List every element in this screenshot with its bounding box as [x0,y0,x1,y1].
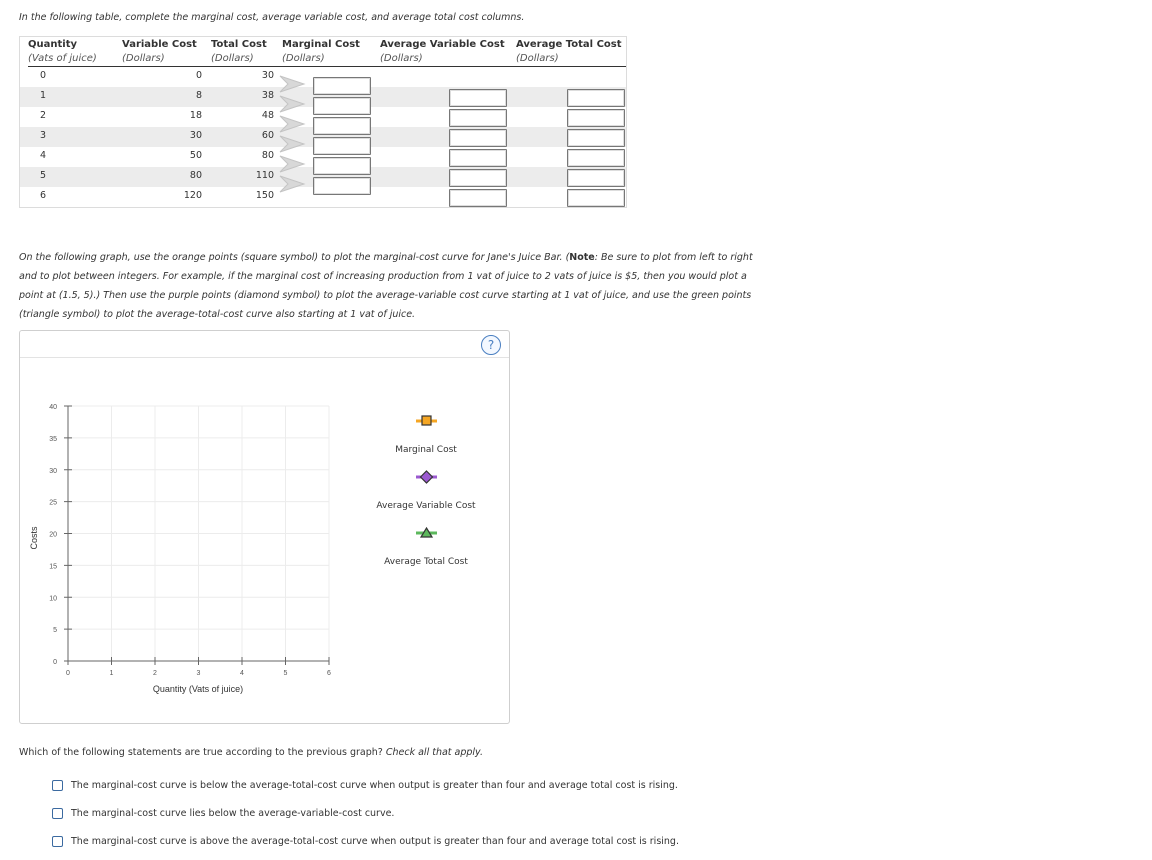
header-marginal-cost: Marginal Cost [282,39,360,50]
cell-variable-cost: 8 [195,90,202,101]
cell-quantity: 3 [40,130,47,141]
avg-variable-cost-input-4[interactable] [449,149,507,167]
x-tick-label: 3 [196,670,201,677]
cell-quantity: 6 [40,190,47,201]
avg-total-cost-input-3[interactable] [567,129,625,147]
avg-variable-cost-input-3[interactable] [449,129,507,147]
y-tick-label: 30 [49,467,57,475]
diamond-icon [421,471,433,483]
legend-marginal-cost: Marginal Cost [395,445,457,455]
cell-total-cost: 110 [255,170,274,181]
marginal-cost-input-5[interactable] [313,157,371,175]
cell-variable-cost: 30 [189,130,202,141]
arrow-right-icon [278,74,308,94]
y-tick-label: 5 [53,627,57,635]
statement-text: The marginal-cost curve lies below the average-variable-cost curve. [71,808,395,819]
cell-total-cost: 80 [261,150,274,161]
x-tick-label: 4 [240,670,244,677]
avg-total-cost-input-6[interactable] [567,189,625,207]
x-tick-label: 0 [66,670,70,677]
cell-quantity: 5 [40,170,47,181]
help-icon[interactable]: ? [481,335,501,355]
header-total-cost-unit: (Dollars) [211,53,254,64]
y-tick-label: 35 [49,435,57,443]
cell-total-cost: 38 [261,90,274,101]
y-axis-label: Costs [29,526,39,550]
header-quantity-unit: (Vats of juice) [28,53,97,64]
cell-quantity: 2 [40,110,47,121]
y-tick-label: 20 [49,531,57,539]
marginal-cost-input-1[interactable] [313,77,371,95]
avg-total-cost-input-5[interactable] [567,169,625,187]
avg-total-cost-input-4[interactable] [567,149,625,167]
table-instructions: In the following table, complete the marginal cost, average variable cost, and average total cost columns. [19,12,525,23]
cell-total-cost: 60 [261,130,274,141]
cell-variable-cost: 50 [189,150,202,161]
statement-option-1[interactable] [52,780,678,791]
header-quantity: Quantity [28,39,77,50]
y-tick-label: 40 [49,404,57,411]
header-variable-cost-unit: (Dollars) [122,53,165,64]
avg-total-cost-input-2[interactable] [567,109,625,127]
statement-text: The marginal-cost curve is below the average-total-cost curve when output is greater than four and average total cost is rising. [71,780,678,791]
question-prompt [19,747,483,758]
header-variable-cost: Variable Cost [122,39,197,50]
marginal-cost-input-2[interactable] [313,97,371,115]
y-tick-label: 15 [49,563,57,571]
plot-area[interactable] [20,357,509,723]
square-icon [422,416,431,425]
y-tick-label: 25 [49,499,57,507]
header-avg-variable-cost-unit: (Dollars) [380,53,423,64]
header-total-cost: Total Cost [211,39,267,50]
cell-quantity: 4 [40,150,47,161]
question-hint: Check all that apply. [385,747,483,758]
x-tick-label: 1 [109,670,114,677]
checkbox[interactable] [52,808,63,819]
avg-variable-cost-input-6[interactable] [449,189,507,207]
x-axis-label: Quantity (Vats of juice) [152,684,244,694]
y-tick-label: 10 [49,595,57,603]
graph-toolbar [20,331,509,358]
avg-variable-cost-tool[interactable] [416,471,437,483]
marginal-cost-input-6[interactable] [313,177,371,195]
marginal-cost-input-4[interactable] [313,137,371,155]
arrow-right-icon [278,114,308,134]
cell-total-cost: 48 [261,110,274,121]
legend-avg-variable-cost: Average Variable Cost [376,501,476,511]
avg-total-cost-input-1[interactable] [567,89,625,107]
cell-variable-cost: 0 [195,70,202,81]
graph-instructions [19,248,759,324]
instructions-note-label: Note [569,252,595,263]
cell-variable-cost: 120 [183,190,202,201]
question-text: Which of the following statements are true according to the previous graph? [19,747,386,758]
statement-text: The marginal-cost curve is above the average-total-cost curve when output is greater than four and average total cost is rising. [71,836,679,847]
header-avg-total-cost: Average Total Cost [516,39,622,50]
cell-total-cost: 30 [261,70,274,81]
avg-variable-cost-input-2[interactable] [449,109,507,127]
legend-avg-total-cost: Average Total Cost [384,557,468,567]
header-marginal-cost-unit: (Dollars) [282,53,325,64]
cell-total-cost: 150 [255,190,274,201]
instructions-part1: On the following graph, use the orange points (square symbol) to plot the marginal-cost curve for Jane's Juice Bar. ( [19,252,570,263]
avg-variable-cost-input-1[interactable] [449,89,507,107]
checkbox[interactable] [52,836,63,847]
arrow-right-icon [278,134,308,154]
cell-quantity: 1 [40,90,47,101]
statement-option-2[interactable] [52,808,394,819]
instructions-part2: : Be sure to plot from left to right and to plot between integers. For example, if the marginal cost of increasing production from 1 vat of juice to 2 vats of juice is $5, then you would plot a point at (1.5, 5).) Then use the purple points (diamond symbol) to plot the average-variable cost curve starting at 1 vat of juice, and use the green points (triangle symbol) to plot the average-total-cost curve also starting at 1 vat of juice. [19,252,753,320]
marginal-cost-input-3[interactable] [313,117,371,135]
header-avg-variable-cost: Average Variable Cost [380,39,505,50]
cell-quantity: 0 [40,70,47,81]
cell-variable-cost: 18 [189,110,202,121]
cost-table [19,36,627,208]
x-tick-label: 5 [283,670,288,677]
arrow-right-icon [278,154,308,174]
header-avg-total-cost-unit: (Dollars) [516,53,559,64]
cell-variable-cost: 80 [189,170,202,181]
arrow-right-icon [278,174,308,194]
marginal-cost-tool[interactable] [416,416,437,425]
avg-total-cost-tool[interactable] [416,528,437,537]
arrow-right-icon [278,94,308,114]
x-tick-label: 2 [153,670,157,677]
checkbox[interactable] [52,780,63,791]
y-tick-label: 0 [53,659,57,666]
avg-variable-cost-input-5[interactable] [449,169,507,187]
statement-option-3[interactable] [52,836,679,847]
graph-panel [19,330,510,724]
x-tick-label: 6 [327,670,331,677]
